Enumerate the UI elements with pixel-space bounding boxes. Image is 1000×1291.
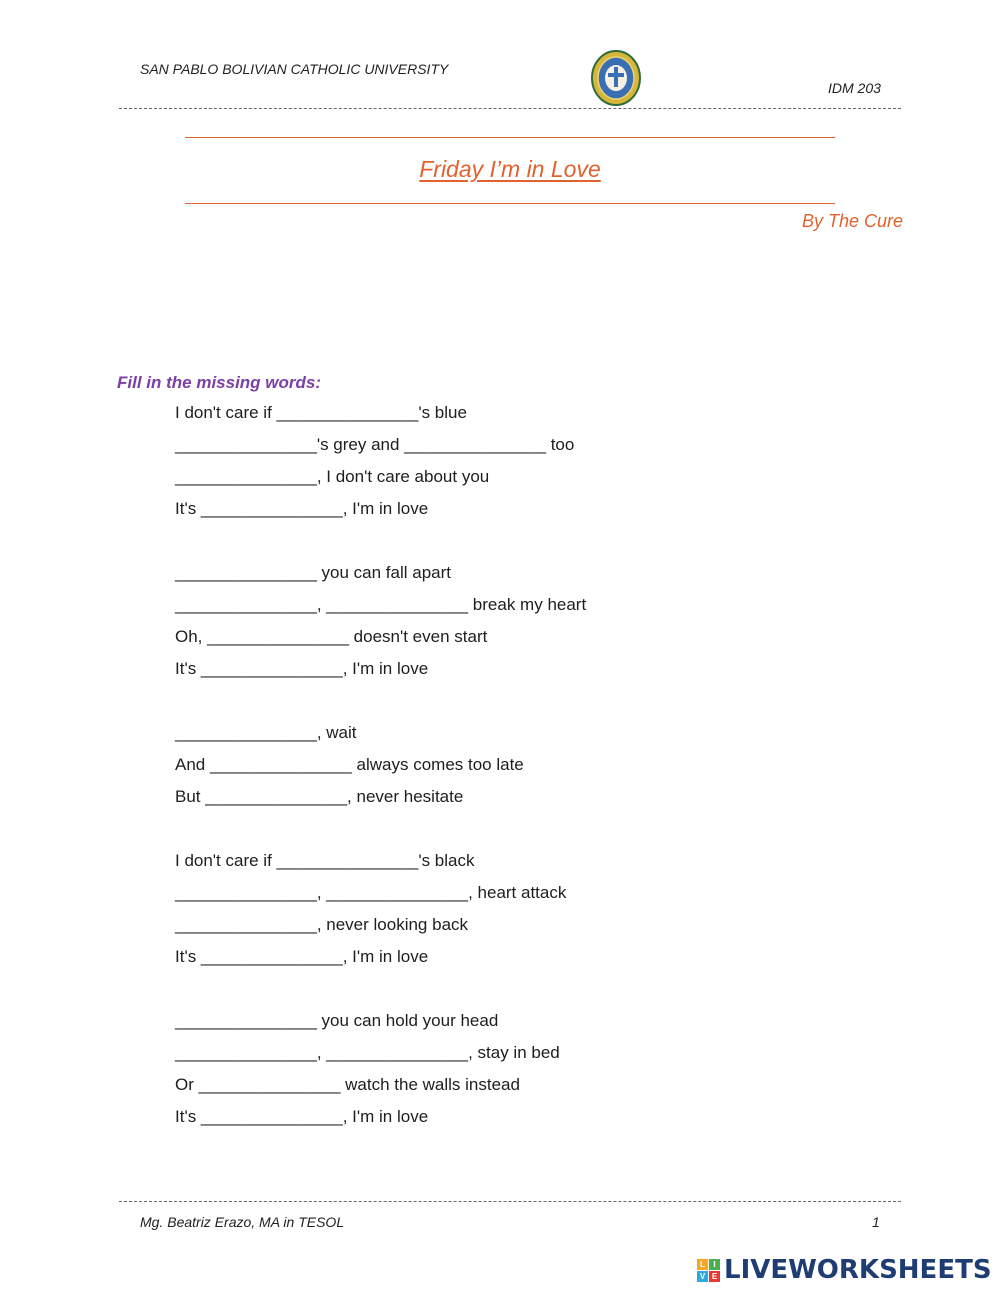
lyric-line[interactable]: And _______________ always comes too late [175, 755, 524, 774]
footer-divider [119, 1201, 901, 1202]
university-name: SAN PABLO BOLIVIAN CATHOLIC UNIVERSITY [140, 61, 449, 77]
lyric-line[interactable]: It's _______________, I'm in love [175, 1107, 429, 1126]
lyric-line[interactable]: It's _______________, I'm in love [175, 659, 429, 678]
lyric-line[interactable]: _______________ you can fall apart [175, 563, 452, 582]
course-code: IDM 203 [828, 80, 881, 96]
lyric-line[interactable]: I don't care if _______________'s black [175, 851, 475, 870]
title-rule-bottom [185, 203, 835, 204]
lyric-line[interactable]: _______________, I don't care about you [175, 467, 490, 486]
lyric-line[interactable]: It's _______________, I'm in love [175, 947, 429, 966]
title-rule-top [185, 137, 835, 138]
page-title: Friday I’m in Love [419, 156, 601, 182]
instruction-heading: Fill in the missing words: [117, 373, 322, 392]
lyric-line[interactable]: _______________ you can hold your head [175, 1011, 499, 1030]
page-number: 1 [872, 1214, 880, 1230]
lyric-line[interactable]: Oh, _______________ doesn't even start [175, 627, 488, 646]
header-divider [119, 108, 901, 109]
lyric-line[interactable]: _______________'s grey and _______________ too [175, 435, 575, 454]
logo-square-e: E [709, 1271, 720, 1282]
liveworksheets-text: LIVEWORKSHEETS [724, 1255, 992, 1285]
lyric-line[interactable]: _______________, _______________ break my heart [175, 595, 587, 614]
logo-square-l: L [697, 1259, 708, 1270]
footer-author: Mg. Beatriz Erazo, MA in TESOL [140, 1214, 345, 1230]
liveworksheets-squares-icon [697, 1259, 720, 1282]
lyric-line[interactable]: Or _______________ watch the walls instead [175, 1075, 520, 1094]
logo-square-v: V [697, 1271, 708, 1282]
logo-square-i: I [709, 1259, 720, 1270]
lyric-line[interactable]: _______________, _______________, stay in bed [175, 1043, 560, 1062]
lyric-line[interactable]: It's _______________, I'm in love [175, 499, 429, 518]
lyric-line[interactable]: But _______________, never hesitate [175, 787, 464, 806]
lyric-line[interactable]: _______________, never looking back [175, 915, 469, 934]
liveworksheets-logo [697, 1255, 992, 1285]
lyric-line[interactable]: _______________, wait [175, 723, 357, 742]
lyric-line[interactable]: I don't care if _______________'s blue [175, 403, 467, 422]
song-byline: By The Cure [801, 211, 903, 231]
university-seal-icon [590, 49, 642, 107]
lyric-line[interactable]: _______________, _______________, heart attack [175, 883, 567, 902]
